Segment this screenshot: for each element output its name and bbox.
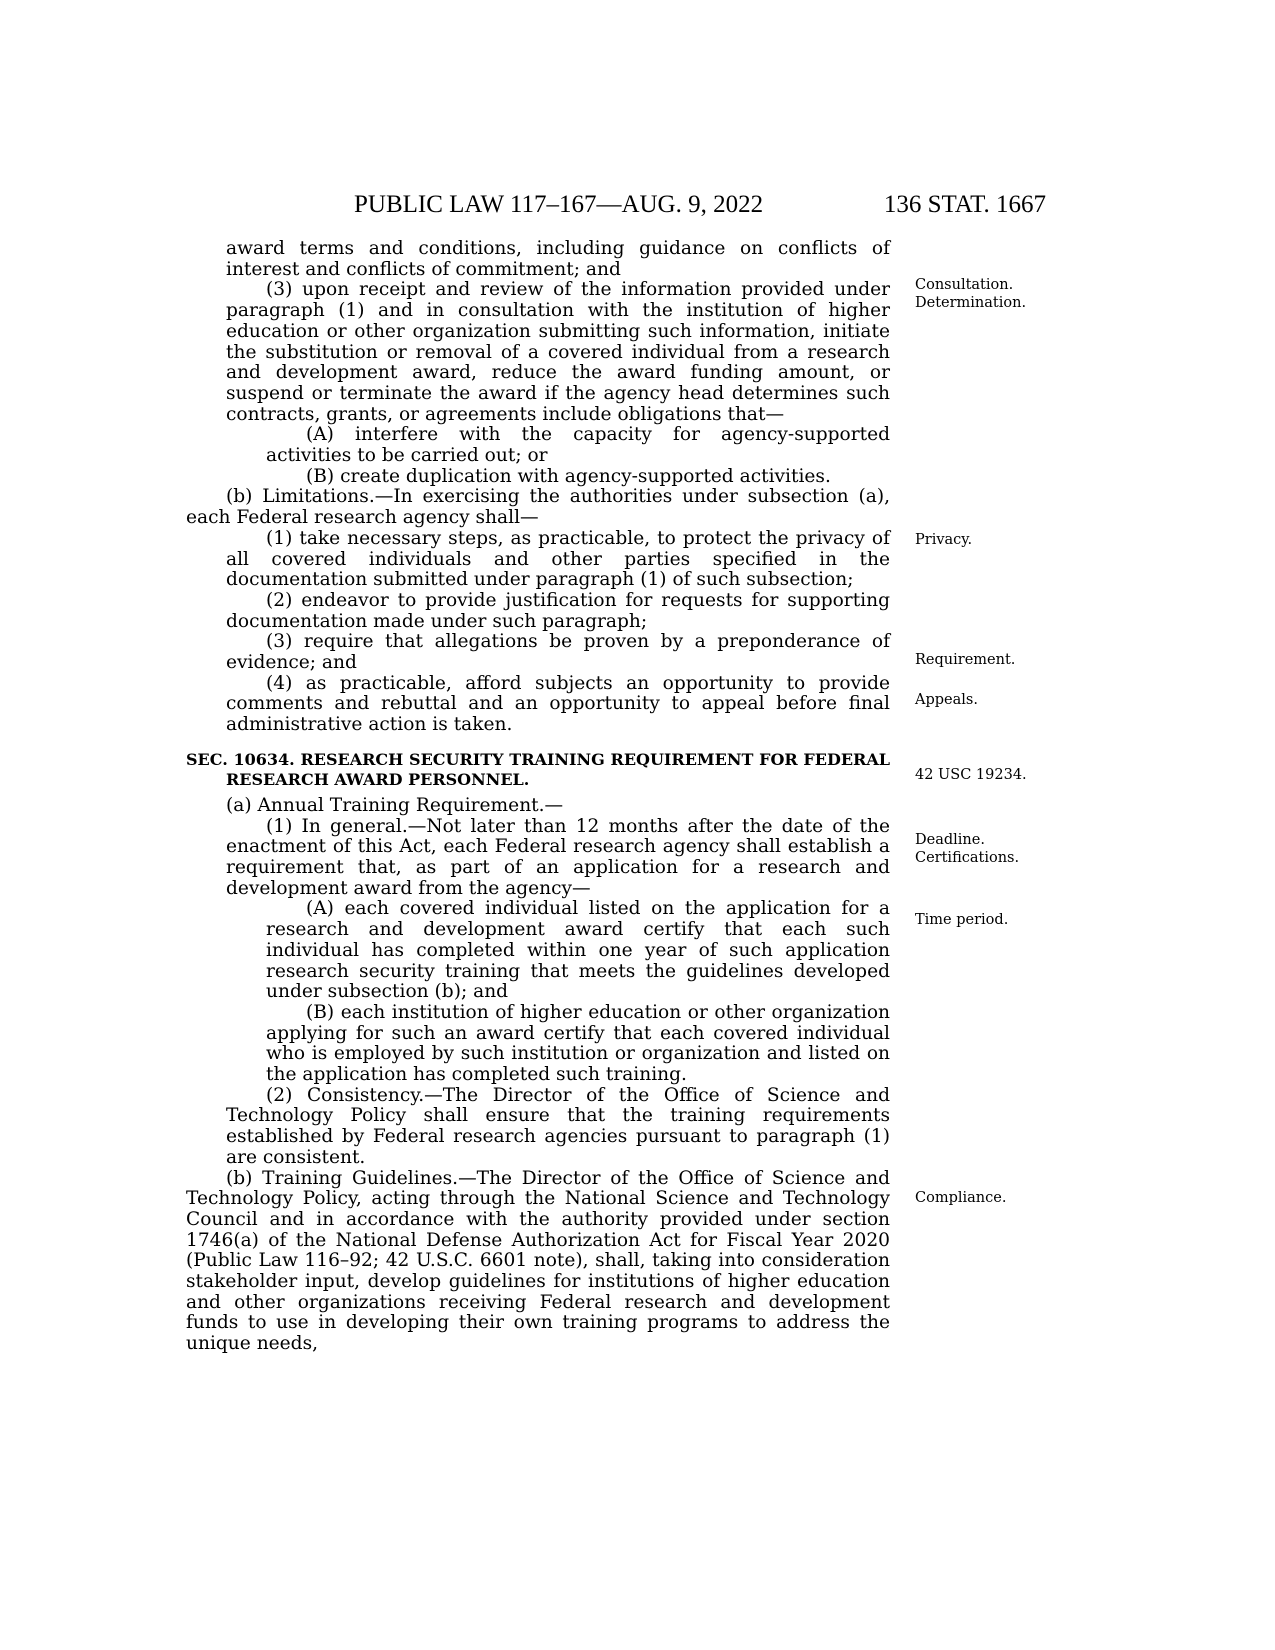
margin-note-certifications: Certifications. (915, 850, 1020, 866)
margin-note-consultation: Consultation. (915, 277, 1014, 293)
subsection-heading: (b) Limitations.—In exercising the authorities under subsection (a), each Federal research agency shall— (186, 486, 890, 529)
running-header (226, 185, 1046, 225)
margin-note-privacy: Privacy. (915, 532, 973, 548)
subparagraph: (B) each institution of higher education or other organization applying for such an award certify that each covered individual who is employed by such institution or organization and listed on the application has completed such training. (266, 1001, 890, 1086)
paragraph: (2) Consistency.—The Director of the Office of Science and Technology Policy shall ensure that the training requirements established by Federal research agencies pursuant to paragraph (1) are consistent. (226, 1084, 890, 1168)
paragraph: (3) upon receipt and review of the information provided under paragraph (1) and in consultation with the institution of higher education or other organization submitting such information, initiate the substitution or removal of a covered individual from a research and development award, reduce the award funding amount, or suspend or terminate the award if the agency head determines such contracts, grants, or agreements include obligations that— (226, 279, 890, 425)
paragraph: (2) endeavor to provide justification for requests for supporting documentation made under such paragraph; (226, 589, 890, 632)
margin-note-usc: 42 USC 19234. (915, 767, 1027, 783)
subparagraph: (A) interfere with the capacity for agency-supported activities to be carried out; or (266, 424, 890, 467)
paragraph: (1) take necessary steps, as practicable, to protect the privacy of all covered individuals and other parties specified in the documentation submitted under paragraph (1) of such subsection; (226, 527, 890, 591)
paragraph: (1) In general.—Not later than 12 months after the date of the enactment of this Act, each Federal research agency shall establish a requirement that, as part of an application for a research and development award from the agency— (226, 815, 890, 899)
paragraph: award terms and conditions, including guidance on conflicts of interest and conflicts of commitment; and (226, 238, 890, 280)
margin-note-compliance: Compliance. (915, 1190, 1007, 1206)
header-title: PUBLIC LAW 117–167—AUG. 9, 2022 (354, 191, 764, 218)
body-text (186, 238, 890, 1355)
margin-note-determination: Determination. (915, 295, 1027, 311)
subparagraph: (B) create duplication with agency-supported activities. (306, 465, 831, 487)
section-heading: SEC. 10634. RESEARCH SECURITY TRAINING REQUIREMENT FOR FEDERAL RESEARCH AWARD PERSONNEL. (186, 749, 890, 789)
margin-note-requirement: Requirement. (915, 652, 1016, 668)
margin-note-deadline: Deadline. (915, 832, 985, 848)
subparagraph: (A) each covered individual listed on the application for a research and development award certify that each such individual has completed within one year of such application research security training that meets the guidelines developed under subsection (b); and (266, 898, 890, 1003)
paragraph: (4) as practicable, afford subjects an opportunity to provide comments and rebuttal and an opportunity to appeal before final administrative action is taken. (226, 672, 890, 736)
subsection-paragraph: (b) Training Guidelines.—The Director of the Office of Science and Technology Policy, acting through the National Science and Technology Council and in accordance with the authority provided under section 1746(a) of the National Defense Authorization Act for Fiscal Year 2020 (Public Law 116–92; 42 U.S.C. 6601 note), shall, taking into consideration stakeholder input, develop guidelines for institutions of higher education and other organizations receiving Federal research and development funds to use in developing their own training programs to address the unique needs, (186, 1167, 890, 1355)
subsection-heading: (a) Annual Training Requirement.— (226, 794, 564, 816)
margin-note-time-period: Time period. (915, 912, 1009, 928)
margin-note-appeals: Appeals. (915, 692, 978, 708)
paragraph: (3) require that allegations be proven by a preponderance of evidence; and (226, 631, 890, 674)
page-number: 136 STAT. 1667 (883, 191, 1046, 218)
